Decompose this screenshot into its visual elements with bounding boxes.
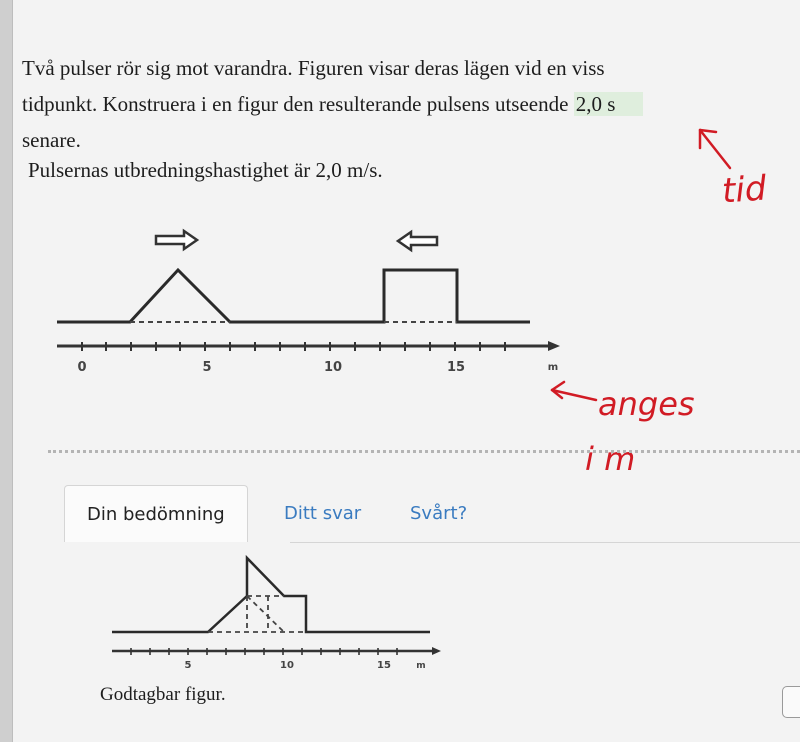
- question-line-2-text: tidpunkt. Konstruera i en figur den resulterande pulsens utseende: [22, 92, 574, 116]
- axis-arrowhead: [548, 341, 560, 351]
- tab-bar: [48, 485, 800, 543]
- tick-label-5: 5: [202, 360, 212, 375]
- highlighted-time: 2,0 s: [574, 92, 644, 116]
- answer-axis-unit-label: m: [416, 661, 426, 671]
- tab-ditt-svar[interactable]: Ditt svar: [284, 503, 362, 524]
- right-arrow-icon: [156, 231, 197, 249]
- annotation-time: tid: [720, 168, 768, 212]
- question-line-1: Två pulser rör sig mot varandra. Figuren visar deras lägen vid en viss: [22, 56, 605, 80]
- tick-label-15: 15: [446, 360, 466, 375]
- meters-arrow-head: [552, 382, 564, 398]
- answer-caption: Godtagbar figur.: [100, 684, 226, 705]
- annotation-meters-line-1: anges: [598, 385, 695, 423]
- left-arrow-icon: [398, 232, 437, 250]
- question-line-3: senare.: [22, 128, 81, 152]
- annotation-arrows: [552, 130, 730, 400]
- answer-tick-label-10: 10: [280, 660, 294, 671]
- tab-svart[interactable]: Svårt?: [410, 503, 468, 524]
- pulse-wave: [57, 270, 530, 322]
- tick-label-10: 10: [323, 360, 343, 375]
- tab-din-bedomning[interactable]: Din bedömning: [64, 485, 248, 542]
- annotation-meters-line-2: i m: [585, 440, 636, 478]
- speed-text: Pulsernas utbredningshastighet är 2,0 m/s.: [28, 158, 383, 182]
- section-divider: [48, 450, 800, 453]
- answer-tick-label-5: 5: [184, 660, 192, 671]
- axis-unit-label: m: [547, 362, 559, 373]
- time-arrow-line: [700, 130, 730, 168]
- tab-underline: [290, 542, 800, 543]
- tick-label-0: 0: [77, 360, 87, 375]
- answer-tick-label-15: 15: [377, 660, 391, 671]
- side-button[interactable]: [782, 686, 800, 718]
